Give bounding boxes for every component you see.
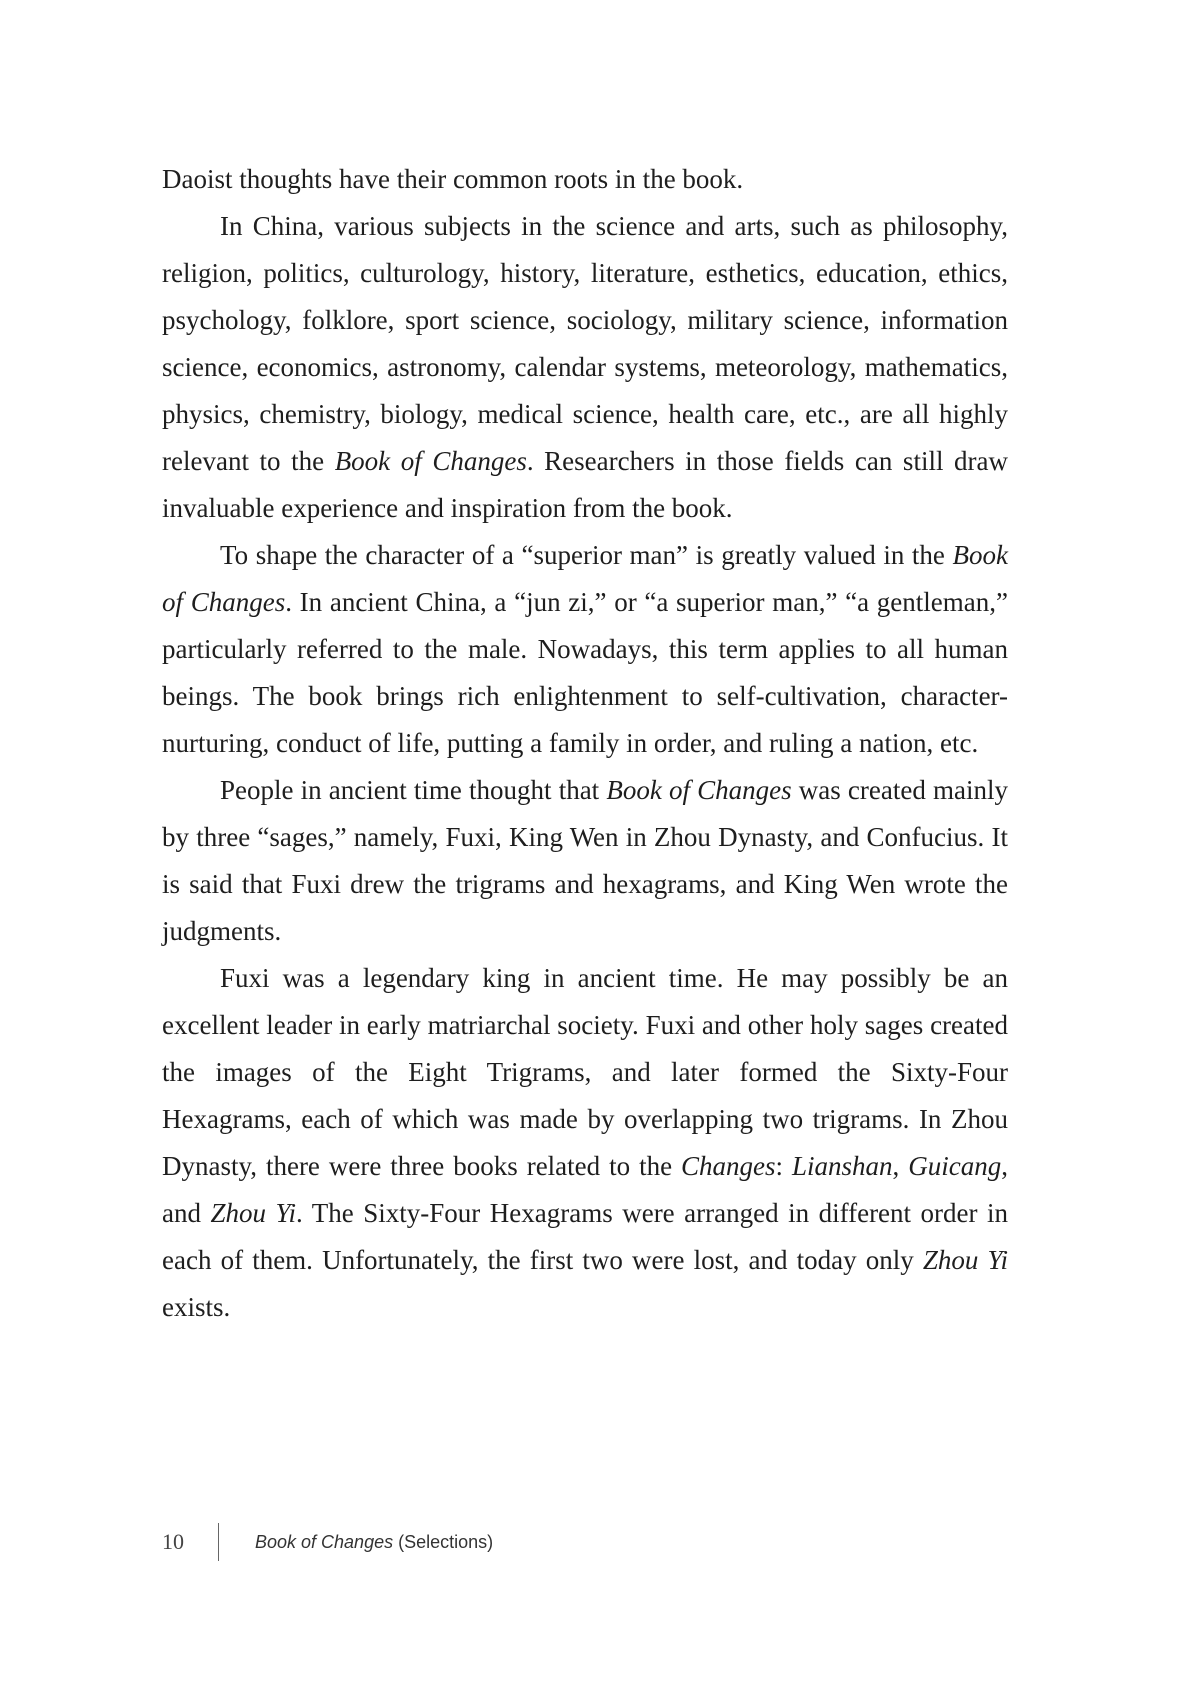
paragraph-text: Daoist thoughts have their common roots in the book.	[162, 164, 744, 194]
paragraph-text: :	[775, 1151, 792, 1181]
italic-title-text: Book of Changes	[606, 775, 792, 805]
running-title	[255, 1532, 493, 1553]
italic-title-text: Changes	[681, 1151, 776, 1181]
italic-title-text: Book of Changes	[162, 540, 1008, 617]
body-paragraph	[162, 767, 1008, 955]
paragraph-text: In China, various subjects in the science and arts, such as philosophy, religion, politics, culturology, history, literature, esthetics, education, ethics, psychology, folklore, sport science, sociology, military science, information science, economics, astronomy, calendar systems, meteorology, mathematics, physics, chemistry, biology, medical science, health care, etc., are all highly relevant to the	[162, 211, 1008, 476]
paragraph-text: . The Sixty-Four Hexagrams were arranged in different order in each of them. Unfortunately, the first two were lost, and today only	[162, 1198, 1009, 1275]
body-paragraph	[162, 532, 1008, 767]
paragraph-text: Fuxi was a legendary king in ancient time. He may possibly be an excellent leader in early matriarchal society. Fuxi and other holy sages created the images of the Eight Trigrams, and later formed the Sixty-Four Hexagrams, each of which was made by overlapping two trigrams. In Zhou Dynasty, there were three books related to the	[162, 963, 1008, 1181]
italic-title-text: Book of Changes	[334, 446, 527, 476]
italic-title-text: Lianshan	[792, 1151, 893, 1181]
body-paragraph	[162, 156, 1008, 203]
page-body	[162, 156, 1008, 1331]
italic-title-text: Zhou Yi	[922, 1245, 1009, 1275]
paragraph-text: To shape the character of a “superior man” is greatly valued in the	[220, 540, 953, 570]
paragraph-text: People in ancient time thought that	[220, 775, 607, 805]
italic-title-text: Zhou Yi	[210, 1198, 297, 1228]
running-title-book: Book of Changes	[255, 1531, 394, 1552]
paragraph-text: exists.	[162, 1292, 231, 1322]
body-paragraph	[162, 955, 1008, 1331]
body-paragraph	[162, 203, 1008, 532]
paragraph-text: . In ancient China, a “jun zi,” or “a superior man,” “a gentleman,” particularly referred to the male. Nowadays, this term applies to all human beings. The book brings rich enlightenment to self-cultivation, character-nurturing, conduct of life, putting a family in order, and ruling a nation, etc.	[162, 587, 1008, 758]
paragraph-text: , and	[162, 1151, 1008, 1228]
paragraph-text: was created mainly by three “sages,” namely, Fuxi, King Wen in Zhou Dynasty, and Confucius. It is said that Fuxi drew the trigrams and hexagrams, and King Wen wrote the judgments.	[162, 775, 1009, 946]
page-number: 10	[162, 1529, 184, 1554]
footer-divider	[218, 1523, 219, 1561]
paragraph-text: . Researchers in those fields can still draw invaluable experience and inspiration from the book.	[162, 446, 1009, 523]
italic-title-text: Guicang	[908, 1151, 1002, 1181]
paragraph-text: ,	[892, 1151, 909, 1181]
page-footer	[162, 1522, 493, 1562]
running-title-suffix: (Selections)	[393, 1531, 494, 1552]
